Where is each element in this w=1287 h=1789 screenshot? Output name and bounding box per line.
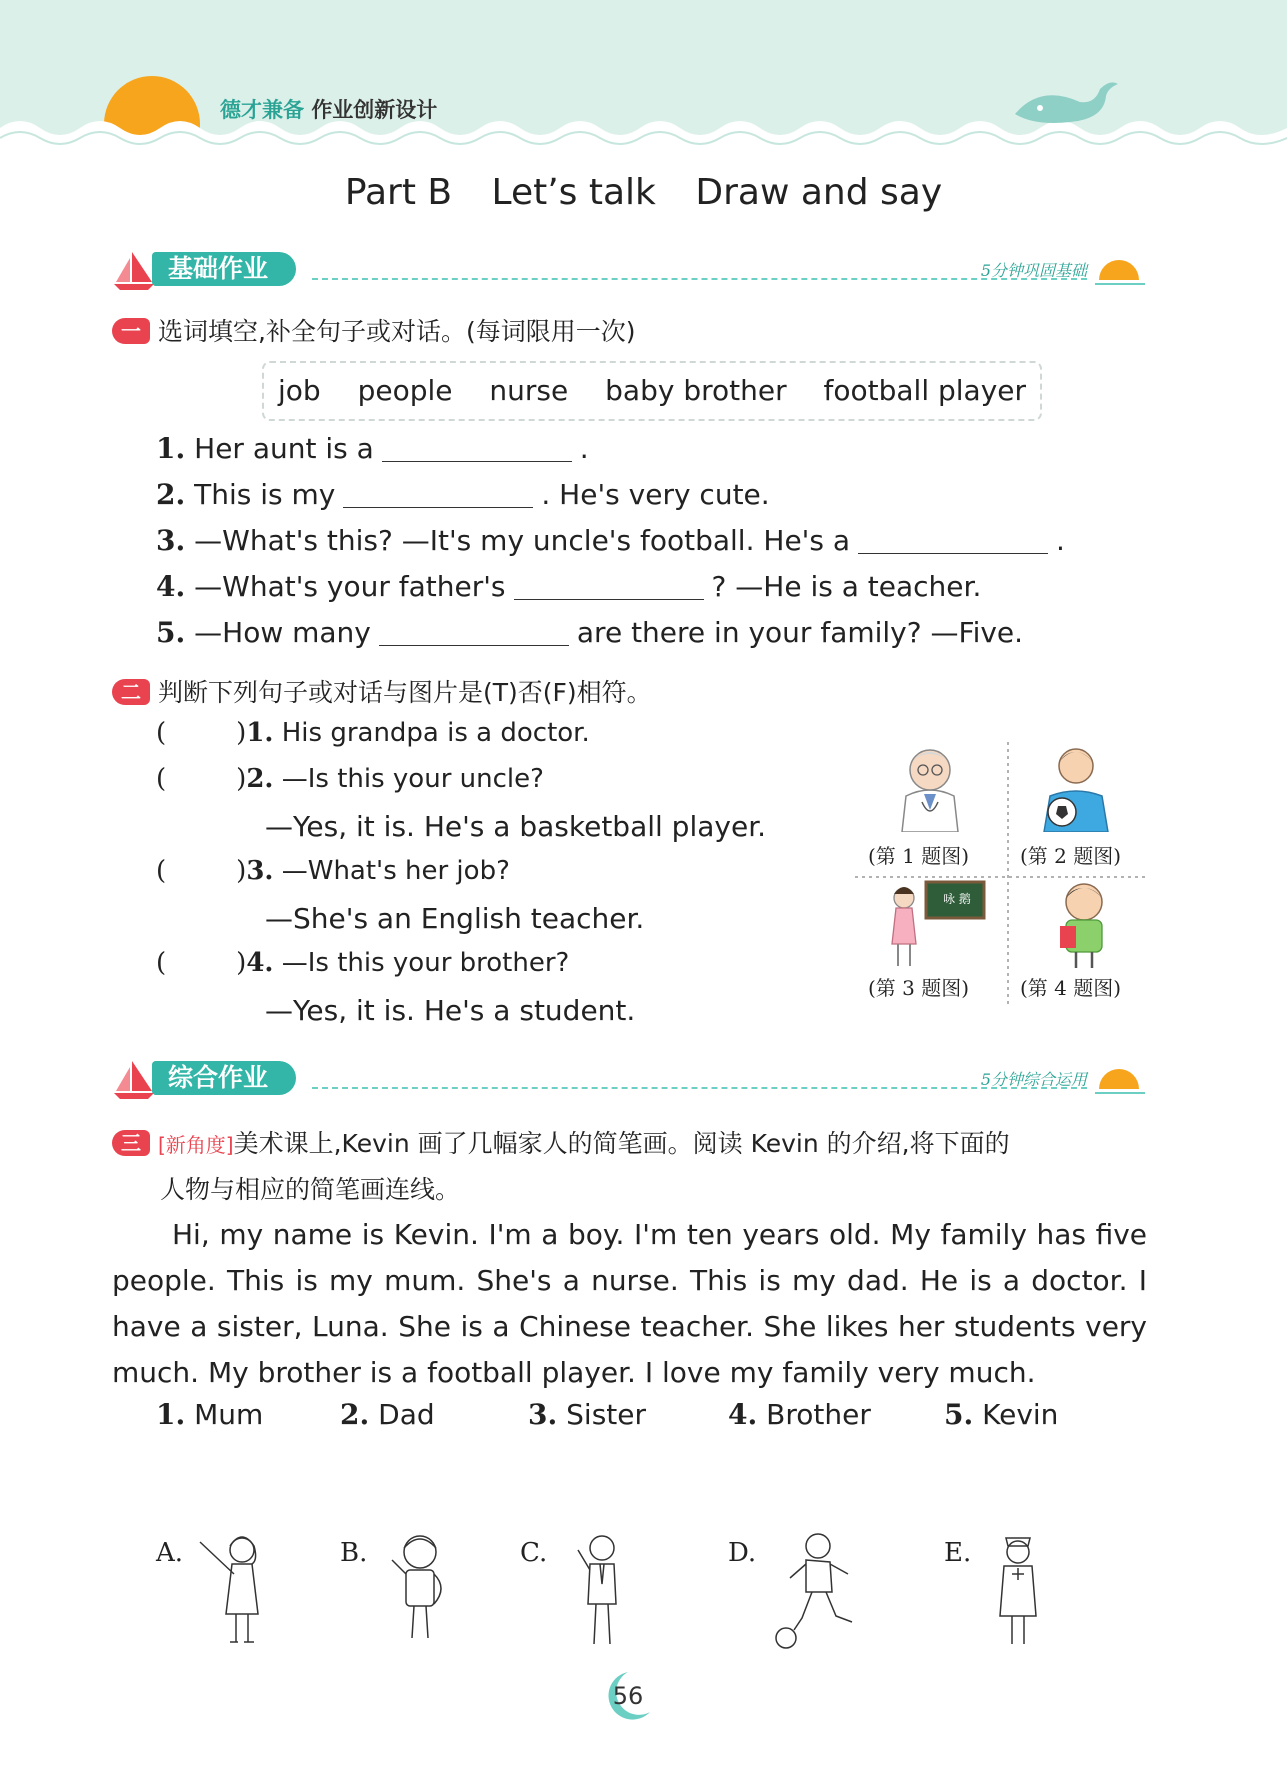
football-boy-picture [1036,740,1116,832]
item-number: 2. [156,478,186,511]
sketch-man-tie[interactable] [570,1530,630,1652]
page-header [0,0,1287,150]
judge-item-2-line-2: —Yes, it is. He's a basketball player. [265,810,767,843]
person-item-3 [528,1398,646,1431]
person-item-1 [156,1398,263,1431]
answer-blank[interactable] [343,479,533,508]
option-label-a: A. [156,1538,184,1568]
question-3-text-1: 美术课上,Kevin 画了几幅家人的简笔画。阅读 Kevin 的介绍,将下面的 [233,1129,1010,1158]
sailboat-icon [112,248,156,292]
title-talk: Let’s talk [491,172,656,213]
fill-item-4 [156,570,981,603]
answer-paren-blank[interactable] [176,948,236,978]
student-boy-picture [1052,878,1116,970]
item-text: His grandpa is a doctor. [281,718,590,748]
option-label-c: C. [520,1538,548,1568]
page-title [0,172,1287,213]
answer-blank[interactable] [382,433,572,462]
answer-blank[interactable] [379,617,569,646]
person-name: Dad [378,1398,435,1431]
option-label-b: B. [340,1538,368,1568]
judge-item-3-line-2: —She's an English teacher. [265,902,645,935]
item-text: —What's this? —It's my uncle's football. He's a [194,524,851,557]
item-number: 3. [156,524,186,557]
new-angle-tag: [新角度] [158,1133,234,1157]
picture-caption-2: (第 2 题图) [1020,844,1122,868]
word-bank-item: nurse [489,374,569,407]
item-number: 2. [246,764,274,794]
title-part: Part B [344,172,453,213]
item-text: . [579,432,589,465]
item-text: —What's her job? [281,856,510,886]
section-basic-time: 5分钟巩固基础 [980,261,1087,280]
picture-caption-4: (第 4 题图) [1020,976,1122,1000]
question-2-badge: 二 [112,679,150,705]
question-3-text-2: 人物与相应的简笔画连线。 [160,1175,461,1204]
word-bank-item: baby brother [605,374,787,407]
item-text: —What's your father's [194,570,506,603]
item-number: 4. [156,570,186,603]
sun-icon [1093,254,1147,290]
answer-paren-blank[interactable] [176,856,236,886]
question-3-badge: 三 [112,1130,150,1156]
item-text: Her aunt is a [194,432,374,465]
person-item-5 [944,1398,1058,1431]
question-1-badge: 一 [112,318,150,344]
fill-item-3 [156,524,1065,557]
item-number: 1. [246,718,274,748]
question-2-instruction [112,673,652,709]
brand-text: 作业创新设计 [311,98,438,122]
person-name: Brother [766,1398,871,1431]
sketch-teacher-pointer[interactable] [196,1530,272,1652]
item-number: 2. [340,1398,370,1431]
word-bank-item: football player [823,374,1027,407]
person-item-2 [340,1398,435,1431]
judge-item-4-line-2: —Yes, it is. He's a student. [265,994,636,1027]
item-text: —Is this your brother? [281,948,570,978]
item-number: 3. [246,856,274,886]
item-text: . He's very cute. [541,478,770,511]
section-basic-label: 基础作业 [152,252,296,286]
question-1-instruction [112,312,635,348]
sketch-boy-backpack[interactable] [382,1530,458,1652]
page-number: 56 [612,1682,644,1710]
section-comprehensive-label: 综合作业 [152,1061,296,1095]
doctor-grandpa-picture [892,740,968,832]
option-label-e: E. [944,1538,972,1568]
question-2-text: 判断下列句子或对话与图片是(T)否(F)相符。 [158,678,652,707]
answer-paren-blank[interactable] [176,718,236,748]
picture-caption-1: (第 1 题图) [868,844,970,868]
item-number: 3. [528,1398,558,1431]
person-name: Mum [194,1398,264,1431]
word-bank-item: job [278,374,321,407]
section-basic-banner [112,248,1147,294]
option-label-d: D. [728,1538,757,1568]
kevin-passage: Hi, my name is Kevin. I'm a boy. I'm ten years old. My family has five people. This is my mum. She's a nurse. This is my dad. He is a doctor. I have a sister, Luna. She is a Chinese teacher. She likes her students very much. My brother is a football player. I love my family very much. [112,1218,1147,1389]
item-number: 4. [246,948,274,978]
item-text: —How many [194,616,371,649]
item-number: 5. [156,616,186,649]
word-bank [262,361,1042,421]
item-number: 1. [156,1398,186,1431]
title-say: Draw and say [695,172,943,213]
fill-item-5 [156,616,1023,649]
sailboat-icon [112,1057,156,1101]
item-text: —Is this your uncle? [281,764,544,794]
answer-blank[interactable] [514,571,704,600]
item-number: 4. [728,1398,758,1431]
item-text: This is my [194,478,336,511]
judge-item-2: ( )2. —Is this your uncle? [156,764,544,794]
item-text: . [1056,524,1065,557]
brand-accent: 德才兼备 [220,98,304,122]
question-3-instruction [112,1124,1010,1160]
person-name: Kevin [982,1398,1059,1431]
judge-item-1: ( )1. His grandpa is a doctor. [156,718,590,748]
person-name: Sister [566,1398,646,1431]
section-comprehensive-banner [112,1057,1147,1103]
section-divider [312,278,1087,280]
item-text: ? —He is a teacher. [711,570,982,603]
person-item-4 [728,1398,871,1431]
item-text: are there in your family? —Five. [576,616,1024,649]
question-1-text: 选词填空,补全句子或对话。(每词限用一次) [158,317,636,346]
fill-item-1 [156,432,589,465]
whale-icon [1010,74,1120,134]
judge-item-4: ( )4. —Is this your brother? [156,948,570,978]
section-divider [312,1087,1087,1089]
sketch-football-player[interactable] [772,1530,862,1652]
sketch-nurse[interactable] [988,1530,1048,1652]
answer-blank[interactable] [858,525,1048,554]
blackboard-text: 咏 鹅 [943,892,971,906]
sun-icon [1093,1063,1147,1099]
section-comprehensive-time: 5分钟综合运用 [980,1070,1087,1089]
item-number: 1. [156,432,186,465]
brand-title [220,94,437,124]
fill-item-2 [156,478,770,511]
picture-caption-3: (第 3 题图) [868,976,970,1000]
judge-item-3: ( )3. —What's her job? [156,856,510,886]
item-number: 5. [944,1398,974,1431]
word-bank-item: people [357,374,453,407]
answer-paren-blank[interactable] [176,764,236,794]
